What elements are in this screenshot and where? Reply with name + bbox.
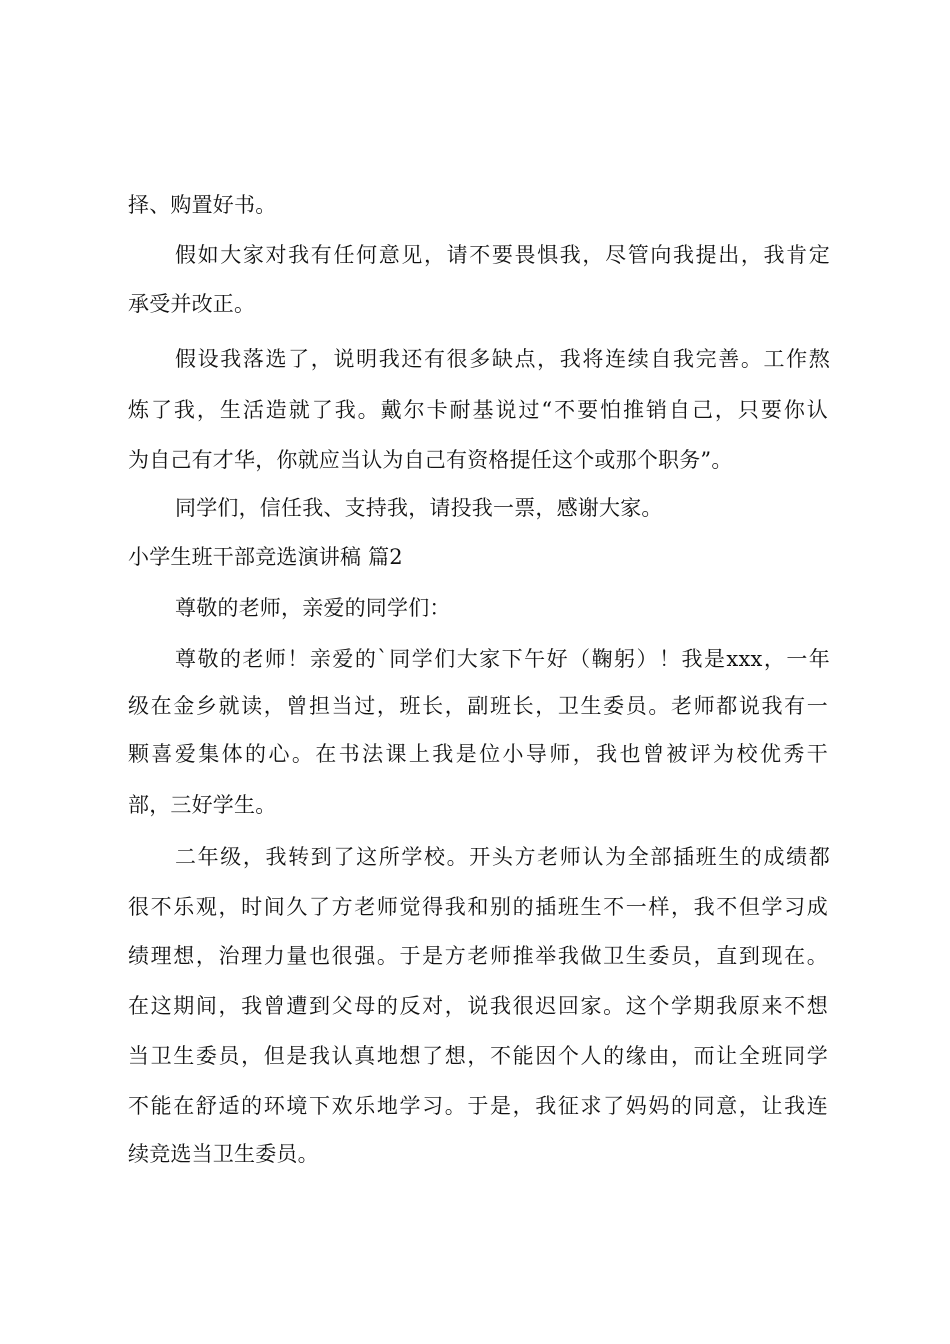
text-line: 承受并改正。 bbox=[128, 292, 256, 316]
text-line: 同学们，信任我、支持我，请投我一票，感谢大家。 bbox=[175, 496, 663, 520]
text-line: 很不乐观，时间久了方老师觉得我和别的插班生不一样，我不但学习成 bbox=[128, 895, 828, 919]
text-line: 绩理想，治理力量也很强。于是方老师推举我做卫生委员，直到现在。 bbox=[128, 944, 828, 968]
text-line: 部，三好学生。 bbox=[128, 793, 277, 817]
text-line: 级在金乡就读，曾担当过，班长，副班长，卫生委员。老师都说我有一 bbox=[128, 694, 828, 718]
text-line: 假如大家对我有任何意见，请不要畏惧我，尽管向我提出，我肯定 bbox=[175, 243, 830, 267]
text-line: 假设我落选了，说明我还有很多缺点，我将连续自我完善。工作熬 bbox=[175, 347, 830, 371]
text-line: 颗喜爱集体的心。在书法课上我是位小导师，我也曾被评为校优秀干 bbox=[128, 742, 828, 766]
text-line: 为自己有才华，你就应当认为自己有资格提任这个或那个职务”。 bbox=[128, 448, 733, 472]
text-line: 尊敬的老师，亲爱的同学们： bbox=[175, 596, 451, 620]
text-line: 在这期间，我曾遭到父母的反对，说我很迟回家。这个学期我原来不想 bbox=[128, 994, 828, 1018]
text-line: 尊敬的老师！亲爱的`同学们大家下午好（鞠躬）！我是xxx，一年 bbox=[175, 647, 830, 671]
text-line: 炼了我，生活造就了我。戴尔卡耐基说过“不要怕推销自己，只要你认 bbox=[128, 398, 828, 422]
text-line: 不能在舒适的环境下欢乐地学习。于是，我征求了妈妈的同意，让我连 bbox=[128, 1094, 828, 1118]
text-line: 当卫生委员，但是我认真地想了想，不能因个人的缘由，而让全班同学 bbox=[128, 1044, 828, 1068]
text-line: 择、购置好书。 bbox=[128, 193, 277, 217]
text-line: 二年级，我转到了这所学校。开头方老师认为全部插班生的成绩都 bbox=[175, 845, 830, 869]
section-heading: 小学生班干部竞选演讲稿 篇2 bbox=[128, 545, 403, 569]
text-line: 续竞选当卫生委员。 bbox=[128, 1142, 319, 1166]
